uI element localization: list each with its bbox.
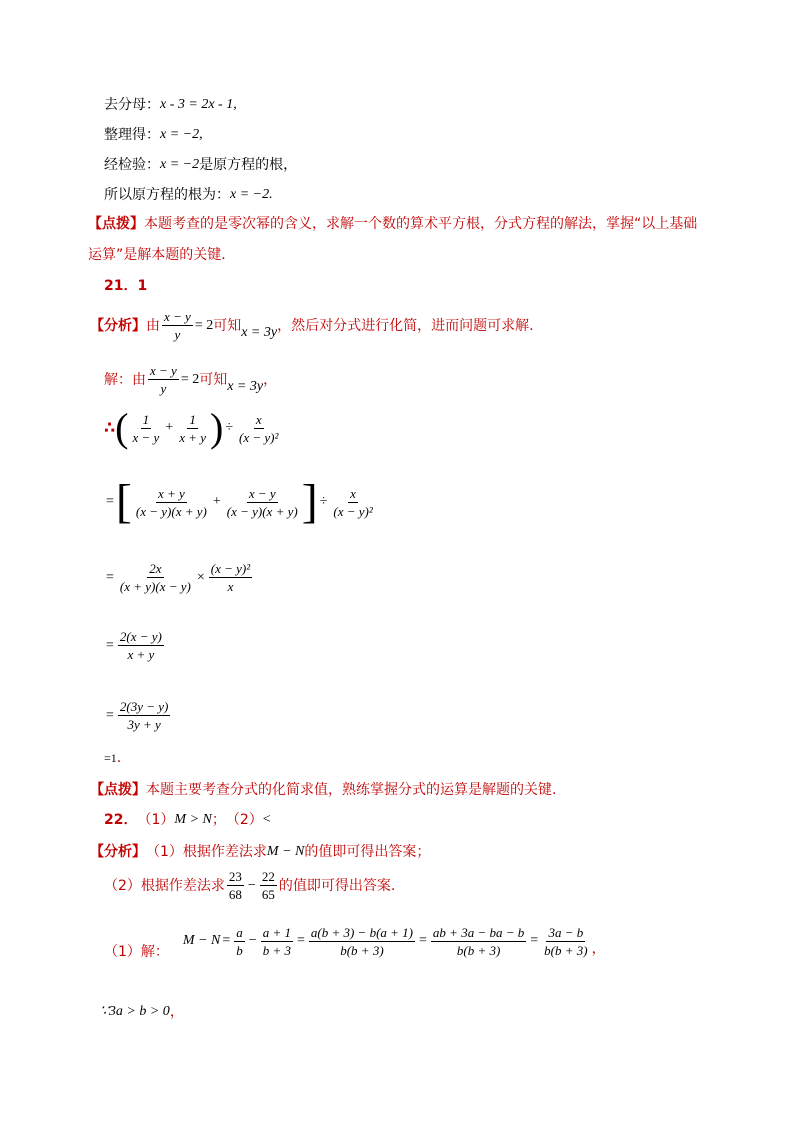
frac-num: (x − y)²: [210, 561, 251, 576]
q21-answer-text: 21．1: [104, 278, 148, 294]
divide-sign: ÷: [319, 494, 328, 509]
fraction: [331, 485, 374, 520]
frac-den: b: [236, 942, 243, 958]
frac-den: (x + y)(x − y): [119, 579, 191, 594]
frac-den: b(b + 3): [456, 942, 501, 958]
right-bracket: ]: [301, 475, 318, 528]
q21-fenxi: [90, 308, 534, 343]
fenxi-pre: 由: [146, 317, 160, 334]
frac-den: x + y: [127, 647, 155, 662]
q21-step-4: [104, 628, 166, 663]
dianbo-text: 本题考查的是零次幂的含义，求解一个数的算术平方根，分式方程的解法，掌握“以上基础运算”是解本题的关键.: [88, 216, 698, 263]
fraction: [227, 868, 244, 903]
right-paren: ): [210, 405, 224, 450]
m-minus-n: M − N: [182, 933, 221, 948]
fraction: [177, 411, 208, 446]
frac-num: x − y: [150, 363, 177, 378]
q21-step-3: [104, 560, 254, 595]
equals-sign: =: [296, 933, 305, 948]
frac-num: 1: [189, 411, 196, 427]
kezhi: 可知: [199, 371, 228, 388]
step-label: 整理得：: [104, 127, 160, 143]
q22-fenxi-1: [90, 842, 430, 862]
fraction: [261, 924, 293, 959]
q21-step-1: [104, 405, 282, 450]
frac-den: (x − y)(x + y): [226, 503, 298, 519]
x-eq-3y: x = 3y: [241, 324, 278, 340]
frac-num: 22: [261, 869, 275, 884]
kezhi: 可知: [213, 317, 242, 334]
fraction: [542, 924, 589, 959]
result-one: =1: [104, 751, 117, 765]
fraction: [130, 411, 161, 446]
q22-fenxi-2: [104, 868, 395, 903]
fraction: [237, 411, 280, 446]
frac-den: x: [227, 579, 234, 594]
frac-den: x + y: [179, 429, 206, 445]
step-math: x = −2,: [160, 127, 203, 142]
fraction: [431, 924, 526, 959]
fraction-xmy-over-y: [162, 308, 193, 343]
minus-sign: −: [248, 933, 257, 948]
eq-two: = 2: [180, 371, 200, 387]
left-paren: (: [115, 405, 129, 450]
frac-num: a(b + 3) − b(a + 1): [310, 924, 414, 940]
step-label: 去分母：: [104, 97, 160, 113]
frac-den: y: [160, 381, 167, 396]
frac-num: 23: [228, 869, 242, 884]
q22-jie: [104, 920, 606, 962]
frac-den: (x − y)²: [239, 429, 279, 445]
jie-pre: 解：由: [104, 371, 146, 388]
equals-sign: =: [222, 933, 231, 948]
plus-sign: +: [212, 494, 221, 509]
step-root: [104, 185, 273, 205]
dianbo-tag: 【点拨】: [88, 216, 144, 232]
fraction: [260, 868, 277, 903]
result-period: .: [116, 750, 122, 766]
step-jianyan: [104, 155, 297, 175]
times-sign: ×: [196, 569, 205, 585]
fraction-xmy-over-y: [148, 362, 179, 397]
frac-num: x: [255, 411, 262, 427]
frac-num: x − y: [248, 485, 276, 501]
equals-sign: =: [106, 707, 114, 723]
step-zhengli: [104, 125, 203, 145]
fenxi-tag: 【分析】: [90, 317, 146, 334]
frac-num: 2x: [149, 561, 162, 576]
fraction: [225, 485, 300, 520]
left-bracket: [: [115, 475, 132, 528]
step-label: 所以原方程的根为：: [104, 187, 230, 203]
frac-den: 3y + y: [127, 717, 161, 732]
fenxi-tag: 【分析】: [90, 844, 146, 860]
fraction: [309, 924, 415, 959]
dianbo-text: 本题主要考查分式的化简求值，熟练掌握分式的运算是解题的关键.: [146, 782, 557, 798]
fenxi-text: （2）根据作差法求: [104, 877, 225, 894]
equals-sign: =: [106, 637, 114, 653]
frac-num: 1: [142, 411, 150, 427]
q21-step-5: [104, 698, 172, 733]
q21-jie: [104, 362, 277, 397]
fraction: [118, 698, 170, 733]
fenxi-text: 的值即可得出答案.: [278, 877, 396, 894]
plus-sign: +: [165, 420, 174, 435]
step-math: x = −2: [160, 157, 200, 172]
minus-sign: −: [247, 877, 256, 893]
step-label: 经检验：: [104, 157, 160, 173]
frac-den: (x − y)(x + y): [135, 503, 207, 519]
fenxi-post: ，然后对分式进行化简，进而问题可求解.: [277, 317, 534, 334]
frac-num: a: [236, 924, 243, 940]
frac-num: 2(3y − y): [119, 699, 169, 714]
frac-num: 2(x − y): [119, 629, 162, 644]
equals-sign: =: [530, 933, 539, 948]
frac-num: ab + 3a − ba − b: [432, 924, 525, 940]
equals-sign: =: [106, 569, 114, 585]
part-2-math: <: [262, 812, 271, 827]
fraction: [234, 924, 245, 959]
frac-den: b + 3: [262, 942, 291, 958]
frac-den: 65: [261, 887, 275, 902]
frac-den: b(b + 3): [544, 942, 588, 958]
step-qu-fenmu: [104, 95, 237, 115]
equals-sign: =: [106, 494, 114, 509]
therefore-symbol: ∴: [104, 418, 116, 437]
step-tail: 是原方程的根，: [199, 157, 298, 173]
frac-num: 3a − b: [548, 924, 584, 940]
dianbo-tag: 【点拨】: [90, 782, 146, 798]
q22-because: [100, 1002, 184, 1022]
step-math: x = −2.: [230, 187, 273, 202]
frac-den: y: [174, 327, 181, 342]
frac-num: x − y: [164, 309, 191, 324]
divide-sign: ÷: [225, 420, 234, 435]
fenxi-text: （1）根据作差法求: [146, 844, 267, 860]
q21-step-2: [104, 475, 377, 528]
fraction: [134, 485, 209, 520]
frac-den: x − y: [132, 429, 160, 445]
frac-den: (x − y)²: [333, 503, 373, 519]
part-1-label: （1）: [137, 812, 175, 828]
frac-num: x: [350, 485, 356, 501]
step-math: x - 3 = 2x - 1,: [160, 97, 237, 112]
frac-den: b(b + 3): [340, 942, 384, 958]
separator: ；: [211, 812, 226, 828]
fraction: [209, 560, 252, 595]
frac-num: x + y: [157, 485, 185, 501]
because-tail: ，: [169, 1004, 184, 1020]
q22-number: 22．: [104, 812, 138, 828]
because-statement: ∵3a > b > 0: [100, 1004, 170, 1019]
part-1-math: M > N: [174, 812, 212, 827]
q21-step-6: [104, 748, 121, 768]
q22-answer: [104, 810, 271, 830]
dianbo-paragraph-1: [88, 209, 708, 271]
m-minus-n: M − N: [266, 844, 305, 859]
x-eq-3y: x = 3y: [227, 378, 264, 394]
comma: ，: [591, 941, 606, 957]
fenxi-text: 的值即可得出答案；: [304, 844, 431, 860]
equals-sign: =: [419, 933, 427, 948]
fraction: [118, 628, 164, 663]
eq-two: = 2: [194, 317, 214, 333]
frac-num: a + 1: [262, 924, 291, 940]
dianbo-paragraph-2: [90, 780, 556, 800]
q21-answer: [104, 276, 147, 296]
jie-label: （1）解：: [104, 944, 169, 960]
frac-den: 68: [228, 887, 242, 902]
jie-post: ，: [263, 371, 278, 388]
fraction: [118, 560, 193, 595]
part-2-label: （2）: [225, 812, 263, 828]
